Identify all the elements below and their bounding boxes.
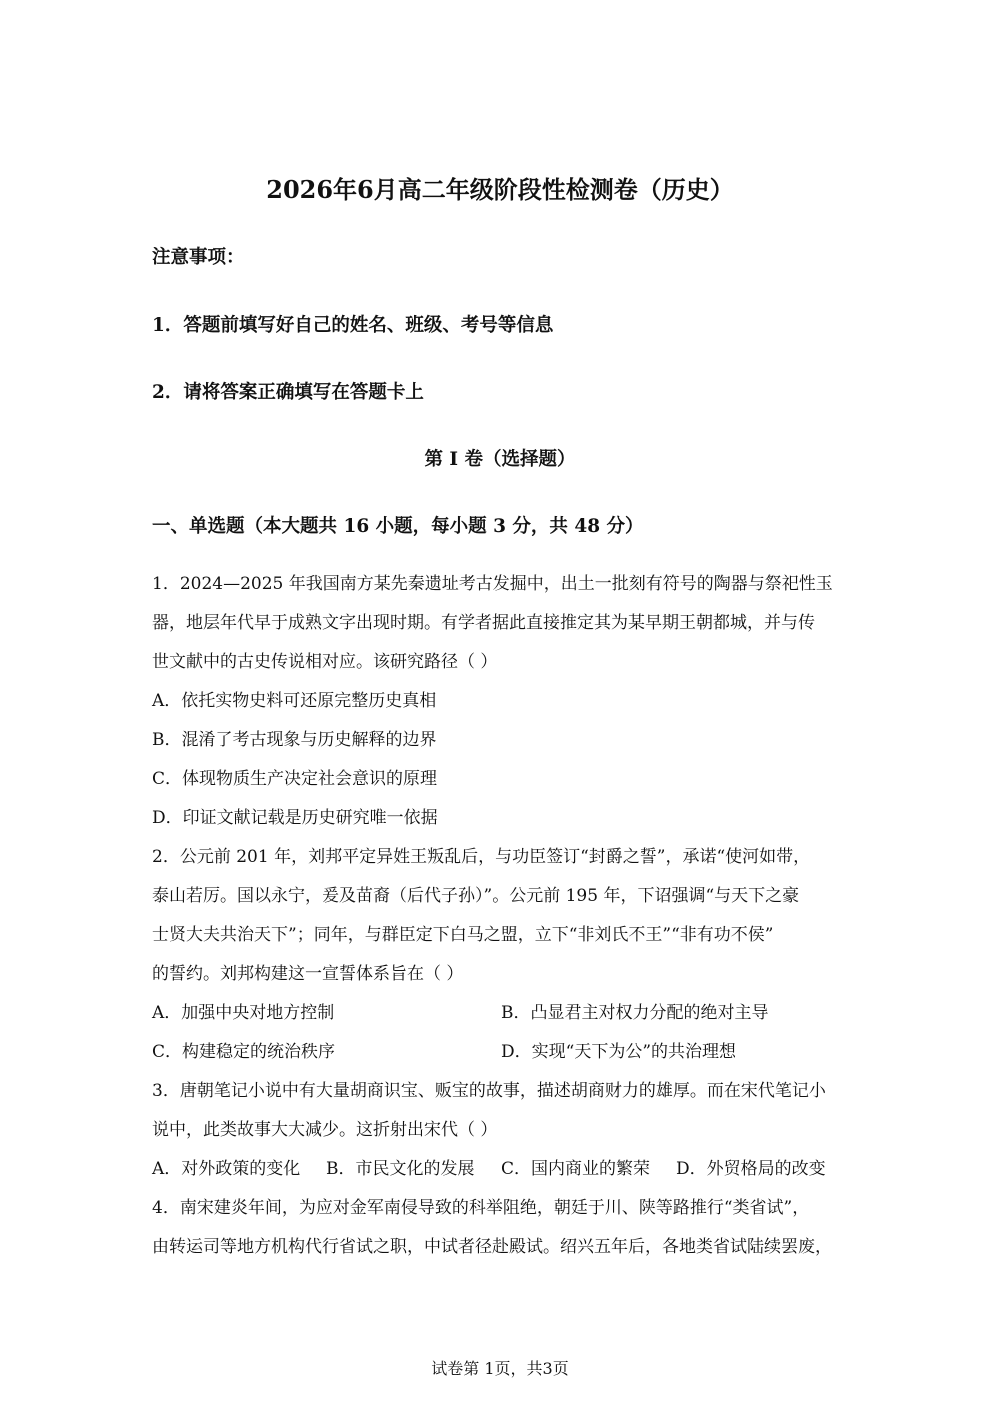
- notice-item: 1．答题前填写好自己的姓名、班级、考号等信息: [152, 315, 554, 336]
- question-1-option-b: B．混淆了考古现象与历史解释的边界: [152, 730, 437, 750]
- question-3-option-d: D．外贸格局的改变: [676, 1159, 826, 1179]
- question-3-line: 3．唐朝笔记小说中有大量胡商识宝、贩宝的故事，描述胡商财力的雄厚。而在宋代笔记小: [152, 1081, 826, 1101]
- notice-heading: 注意事项：: [152, 247, 245, 268]
- section-title: 一、单选题（本大题共 16 小题，每小题 3 分，共 48 分）: [152, 516, 644, 537]
- question-3-line: 说中，此类故事大大减少。这折射出宋代（ ）: [152, 1120, 498, 1140]
- question-2-option-b: B．凸显君主对权力分配的绝对主导: [501, 1003, 769, 1023]
- question-2-option-c: C．构建稳定的统治秩序: [152, 1042, 336, 1062]
- question-3-option-a: A．对外政策的变化: [152, 1159, 301, 1179]
- question-1-line: 世文献中的古史传说相对应。该研究路径（ ）: [152, 652, 498, 672]
- notice-item: 2．请将答案正确填写在答题卡上: [152, 382, 424, 403]
- question-1-option-d: D．印证文献记载是历史研究唯一依据: [152, 808, 438, 828]
- question-2-line: 的誓约。刘邦构建这一宣誓体系旨在（ ）: [152, 964, 464, 984]
- page-title: 2026年6月高二年级阶段性检测卷（历史）: [266, 175, 734, 204]
- question-2-line: 2．公元前 201 年，刘邦平定异姓王叛乱后，与功臣签订“封爵之誓”，承诺“使河如带，: [152, 847, 811, 867]
- question-2-line: 泰山若厉。国以永宁，爰及苗裔（后代子孙）”。公元前 195 年，下诏强调“与天下之豪: [152, 886, 800, 906]
- question-1-option-c: C．体现物质生产决定社会意识的原理: [152, 769, 438, 789]
- part-title: 第 I 卷（选择题）: [424, 449, 576, 470]
- question-3-option-c: C．国内商业的繁荣: [501, 1159, 651, 1179]
- question-1-option-a: A．依托实物史料可还原完整历史真相: [152, 691, 437, 711]
- question-4-line: 4．南宋建炎年间，为应对金军南侵导致的科举阻绝，朝廷于川、陕等路推行“类省试”，: [152, 1198, 810, 1218]
- page-footer: 试卷第 1页，共3页: [431, 1359, 569, 1378]
- question-2-line: 士贤大夫共治天下”；同年，与群臣定下白马之盟，立下“非刘氏不王”“非有功不侯”: [152, 925, 774, 945]
- question-4-line: 由转运司等地方机构代行省试之职，中试者径赴殿试。绍兴五年后，各地类省试陆续罢废，: [152, 1237, 832, 1257]
- question-2-option-a: A．加强中央对地方控制: [152, 1003, 335, 1023]
- question-2-option-d: D．实现“天下为公”的共治理想: [501, 1042, 737, 1062]
- question-1-line: 器，地层年代早于成熟文字出现时期。有学者据此直接推定其为某早期王朝都城，并与传: [152, 613, 815, 633]
- question-1-line: 1．2024—2025 年我国南方某先秦遗址考古发掘中，出土一批刻有符号的陶器与祭祀性玉: [152, 574, 833, 594]
- question-3-option-b: B．市民文化的发展: [326, 1159, 475, 1179]
